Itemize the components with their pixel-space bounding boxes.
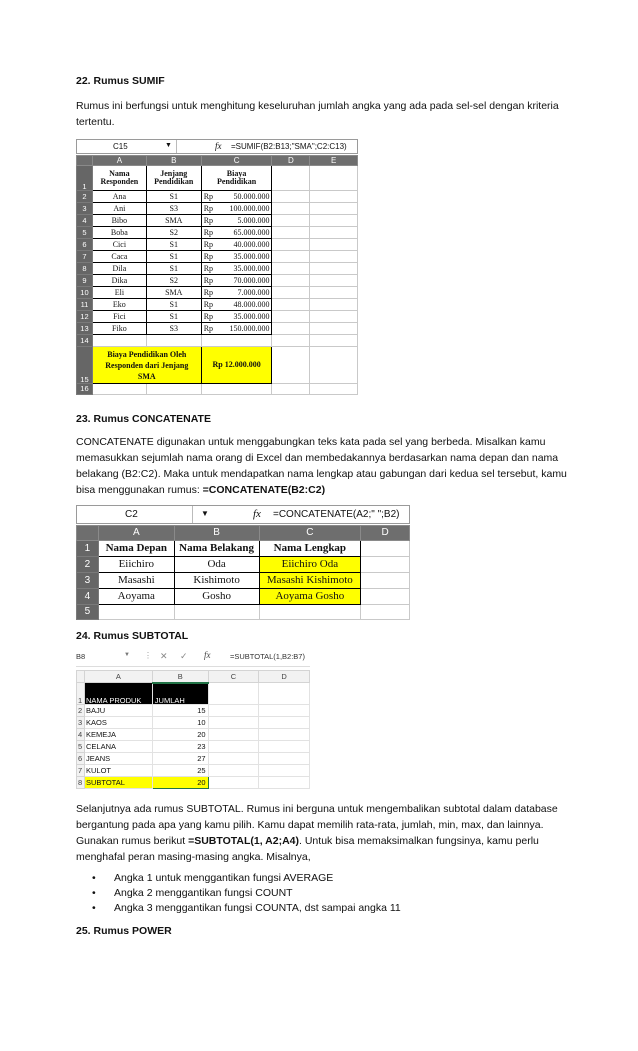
cell[interactable] [272,239,310,251]
header-cell[interactable]: Nama Belakang [174,541,259,557]
header-cell[interactable]: NAMA PRODUK [84,683,152,705]
cell[interactable] [272,335,310,347]
nama-cell[interactable]: Eli [92,287,146,299]
nama-belakang-cell[interactable]: Gosho [174,589,259,605]
biaya-cell[interactable]: Rp 5.000.000 [201,215,272,227]
column-header[interactable]: A [92,156,146,166]
row-header[interactable]: 1 [77,166,93,191]
column-header[interactable]: D [259,671,310,683]
table-row [77,717,310,729]
fx-icon[interactable]: fx [253,508,261,520]
cell[interactable] [208,765,259,777]
column-header[interactable]: C [208,671,259,683]
nama-cell[interactable]: Dika [92,275,146,287]
paragraph-subtotal [76,801,568,865]
cell[interactable] [272,287,310,299]
cell[interactable] [310,311,358,323]
cell[interactable] [272,166,310,191]
cell[interactable] [310,287,358,299]
subtotal-grid [76,670,310,789]
table-row [77,275,358,287]
jumlah-cell[interactable]: 15 [152,705,208,717]
nama-lengkap-cell[interactable]: Aoyama Gosho [259,589,361,605]
row-header[interactable]: 15 [77,347,93,384]
column-header[interactable]: A [98,526,174,541]
table-row [77,263,358,275]
formula-bar [76,139,358,154]
cell[interactable] [208,717,259,729]
cell[interactable] [208,741,259,753]
jenjang-cell[interactable]: S3 [146,203,201,215]
nama-cell[interactable]: Caca [92,251,146,263]
biaya-cell[interactable]: Rp 150.000.000 [201,323,272,335]
header-cell[interactable]: Nama Responden [92,166,146,191]
paragraph-sumif [76,98,568,130]
jumlah-cell[interactable]: 20 [152,729,208,741]
cell[interactable] [310,263,358,275]
nama-lengkap-cell[interactable]: Masashi Kishimoto [259,573,361,589]
column-header[interactable]: C [259,526,361,541]
cell[interactable] [272,323,310,335]
nama-cell[interactable]: Boba [92,227,146,239]
produk-cell[interactable]: JEANS [84,753,152,765]
formula-bar [76,505,410,524]
row-header[interactable]: 9 [77,275,93,287]
nama-belakang-cell[interactable]: Oda [174,557,259,573]
cell[interactable] [174,605,259,620]
produk-cell[interactable]: BAJU [84,705,152,717]
jenjang-cell[interactable]: S1 [146,191,201,203]
cell[interactable] [310,335,358,347]
cell[interactable] [259,717,310,729]
table-row [77,705,310,717]
row-header[interactable]: 10 [77,287,93,299]
cell[interactable] [272,384,310,395]
row-header[interactable]: 3 [77,573,99,589]
row-header[interactable]: 7 [77,251,93,263]
cell[interactable] [310,227,358,239]
produk-cell[interactable]: KEMEJA [84,729,152,741]
cell[interactable] [272,215,310,227]
table-row [77,573,410,589]
cell[interactable] [92,384,146,395]
formula-bar [76,650,310,667]
cell[interactable] [259,777,310,789]
table-row [77,311,358,323]
concatenate-grid [76,525,410,620]
cell[interactable] [201,384,272,395]
name-box[interactable]: B8 [76,652,86,661]
separator-dots-icon: ⋮ [144,651,152,660]
bullet-item: • Angka 3 menggantikan fungsi COUNTA, dst sampai angka 11 [92,901,401,916]
cell[interactable] [272,191,310,203]
formula-text[interactable]: =SUMIF(B2:B13;"SMA";C2:C13) [231,142,347,151]
cell[interactable] [272,263,310,275]
nama-cell[interactable]: Ana [92,191,146,203]
cell[interactable] [310,191,358,203]
cell[interactable] [310,215,358,227]
biaya-cell[interactable]: Rp 7.000.000 [201,287,272,299]
header-cell[interactable]: Jenjang Pendidikan [146,166,201,191]
jenjang-cell[interactable]: S1 [146,239,201,251]
column-header[interactable]: E [310,156,358,166]
cell[interactable] [208,705,259,717]
column-header[interactable]: B [174,526,259,541]
jenjang-cell[interactable]: S1 [146,263,201,275]
sumif-grid [76,155,358,395]
paragraph-line: belakang (B2:C2). Maka untuk mendapatkan nama lengkap atau gabungan dari kedua sel tersebut, kamu [76,468,567,480]
nama-depan-cell[interactable]: Eiichiro [98,557,174,573]
formula-text[interactable]: =CONCATENATE(A2;" ";B2) [273,509,400,520]
table-row [77,589,410,605]
heading-power: 25. Rumus POWER [76,925,172,937]
paragraph-line: Gunakan rumus berikut =SUBTOTAL(1, A2;A4). Untuk bisa memaksimalkan fungsinya, kamu perlu [76,835,539,847]
corner-cell[interactable] [77,156,93,166]
cell[interactable] [259,729,310,741]
cell[interactable] [146,335,201,347]
header-cell[interactable]: JUMLAH [152,683,208,705]
paragraph-line: CONCATENATE digunakan untuk menggabungkan teks kata pada sel yang berbeda. Misalkan kamu [76,436,546,448]
biaya-cell[interactable]: Rp 48.000.000 [201,299,272,311]
subtotal-value-cell[interactable]: 20 [152,777,208,789]
table-row [77,215,358,227]
cell[interactable] [310,239,358,251]
summary-label-cell[interactable]: Biaya Pendidikan Oleh Responden dari Jenjang SMA [92,347,201,384]
cell[interactable] [361,573,410,589]
table-row [77,251,358,263]
biaya-cell[interactable]: Rp 65.000.000 [201,227,272,239]
paragraph-line: menghafal peran masing-masing angka. Misalnya, [76,851,311,863]
row-header[interactable]: 6 [77,239,93,251]
table-row [77,765,310,777]
row-header[interactable]: 1 [77,541,99,557]
nama-cell[interactable]: Ani [92,203,146,215]
row-header[interactable]: 2 [77,705,85,717]
column-header[interactable]: D [361,526,410,541]
jenjang-cell[interactable]: S1 [146,251,201,263]
sumif-spreadsheet [76,139,358,403]
jumlah-cell[interactable]: 25 [152,765,208,777]
cell[interactable] [201,335,272,347]
biaya-cell[interactable]: Rp 100.000.000 [201,203,272,215]
table-row [77,323,358,335]
cell[interactable] [310,275,358,287]
header-cell[interactable]: Nama Lengkap [259,541,361,557]
fx-icon[interactable]: fx [204,650,211,660]
nama-lengkap-cell[interactable]: Eiichiro Oda [259,557,361,573]
table-row [77,753,310,765]
cell[interactable] [259,765,310,777]
row-header[interactable]: 12 [77,311,93,323]
nama-cell[interactable]: Eko [92,299,146,311]
biaya-cell[interactable]: Rp 35.000.000 [201,311,272,323]
biaya-cell[interactable]: Rp 70.000.000 [201,275,272,287]
cell[interactable] [310,203,358,215]
name-box[interactable]: C15 [77,140,177,153]
dropdown-arrow-icon[interactable]: ▼ [201,509,209,518]
table-row [77,227,358,239]
jenjang-cell[interactable]: S1 [146,299,201,311]
dropdown-arrow-icon[interactable]: ▼ [124,652,130,658]
cell[interactable] [208,777,259,789]
nama-cell[interactable]: Bibo [92,215,146,227]
cell[interactable] [272,227,310,239]
row-header[interactable]: 3 [77,203,93,215]
row-header[interactable]: 4 [77,589,99,605]
paragraph-line: bisa menggunakan rumus: =CONCATENATE(B2:C2) [76,484,326,496]
row-header[interactable]: 6 [77,753,85,765]
cell[interactable] [361,589,410,605]
heading-subtotal: 24. Rumus SUBTOTAL [76,630,189,642]
cell[interactable] [272,203,310,215]
cell[interactable] [98,605,174,620]
produk-cell[interactable]: KULOT [84,765,152,777]
paragraph-line: bergantung pada apa yang kamu pilih. Kamu dapat memilih rata-rata, jumlah, min, max, dan lainnya. [76,819,544,831]
cell[interactable] [361,605,410,620]
table-row [77,191,358,203]
row-header[interactable]: 5 [77,741,85,753]
table-row [77,729,310,741]
biaya-cell[interactable]: Rp 35.000.000 [201,251,272,263]
cell[interactable] [272,275,310,287]
header-cell[interactable]: Biaya Pendidikan [201,166,272,191]
row-header[interactable]: 5 [77,605,99,620]
jenjang-cell[interactable]: S1 [146,311,201,323]
table-row [77,203,358,215]
jenjang-cell[interactable]: SMA [146,287,201,299]
nama-cell[interactable]: Fici [92,311,146,323]
row-header[interactable]: 2 [77,191,93,203]
bullet-item: • Angka 2 menggantikan fungsi COUNT [92,886,401,901]
table-row [77,299,358,311]
table-row [77,741,310,753]
table-row [77,287,358,299]
cell[interactable] [310,251,358,263]
table-row [77,557,410,573]
row-header[interactable]: 8 [77,777,85,789]
nama-cell[interactable]: Cici [92,239,146,251]
jumlah-cell[interactable]: 10 [152,717,208,729]
jenjang-cell[interactable]: S3 [146,323,201,335]
row-header[interactable]: 14 [77,335,93,347]
heading-concatenate: 23. Rumus CONCATENATE [76,413,211,425]
formula-text[interactable]: =SUBTOTAL(1,B2:B7) [230,652,305,661]
nama-cell[interactable]: Dila [92,263,146,275]
row-header[interactable]: 8 [77,263,93,275]
biaya-cell[interactable]: Rp 35.000.000 [201,263,272,275]
cell[interactable] [310,347,358,384]
cell[interactable] [310,166,358,191]
paragraph-line: tertentu. [76,116,115,128]
nama-depan-cell[interactable]: Aoyama [98,589,174,605]
paragraph-line: Rumus ini berfungsi untuk menghitung keseluruhan jumlah angka yang ada pada sel-sel dengan kriteria [76,100,559,112]
header-cell[interactable]: Nama Depan [98,541,174,557]
cell[interactable] [259,683,310,705]
cell[interactable] [272,311,310,323]
cell[interactable] [310,323,358,335]
jumlah-cell[interactable]: 27 [152,753,208,765]
cell[interactable] [310,299,358,311]
produk-cell[interactable]: CELANA [84,741,152,753]
bullet-item: • Angka 1 untuk menggantikan fungsi AVERAGE [92,871,401,886]
biaya-cell[interactable]: Rp 40.000.000 [201,239,272,251]
name-box[interactable]: C2 [77,506,193,523]
jumlah-cell[interactable]: 23 [152,741,208,753]
column-header[interactable]: D [272,156,310,166]
table-row [77,239,358,251]
nama-cell[interactable]: Fiko [92,323,146,335]
column-header[interactable]: A [84,671,152,683]
column-header[interactable]: B [146,156,201,166]
row-header[interactable]: 5 [77,227,93,239]
cell[interactable] [146,384,201,395]
column-header[interactable]: C [201,156,272,166]
nama-belakang-cell[interactable]: Kishimoto [174,573,259,589]
cell[interactable] [259,753,310,765]
row-header[interactable]: 7 [77,765,85,777]
row-header[interactable]: 13 [77,323,93,335]
cell[interactable] [272,299,310,311]
jenjang-cell[interactable]: S2 [146,227,201,239]
jenjang-cell[interactable]: S2 [146,275,201,287]
row-header[interactable]: 3 [77,717,85,729]
row-header[interactable]: 4 [77,729,85,741]
biaya-cell[interactable]: Rp 50.000.000 [201,191,272,203]
paragraph-concatenate [76,434,568,498]
confirm-check-icon[interactable]: ✓ [180,651,188,661]
corner-cell[interactable] [77,671,85,683]
dropdown-arrow-icon[interactable]: ▼ [165,141,172,149]
cell[interactable] [361,557,410,573]
summary-value-cell[interactable]: Rp 12.000.000 [201,347,272,384]
bullet-list [92,871,401,916]
cell[interactable] [259,605,361,620]
cell[interactable] [272,251,310,263]
cell[interactable] [310,384,358,395]
row-header[interactable]: 11 [77,299,93,311]
row-header[interactable]: 4 [77,215,93,227]
fx-icon[interactable]: fx [215,141,222,151]
concatenate-spreadsheet [76,505,410,619]
corner-cell[interactable] [77,526,99,541]
cell[interactable] [272,347,310,384]
row-header[interactable]: 2 [77,557,99,573]
cell[interactable] [92,335,146,347]
cell[interactable] [208,753,259,765]
cell[interactable] [259,705,310,717]
cell[interactable] [259,741,310,753]
subtotal-label-cell[interactable]: SUBTOTAL [84,777,152,789]
row-header[interactable]: 16 [77,384,93,395]
column-header[interactable]: B [152,671,208,683]
cell[interactable] [208,683,259,705]
nama-depan-cell[interactable]: Masashi [98,573,174,589]
jenjang-cell[interactable]: SMA [146,215,201,227]
row-header[interactable]: 1 [77,683,85,705]
subtotal-spreadsheet [76,650,310,793]
cell[interactable] [208,729,259,741]
produk-cell[interactable]: KAOS [84,717,152,729]
cancel-icon[interactable]: ✕ [160,651,168,661]
heading-sumif: 22. Rumus SUMIF [76,75,165,87]
paragraph-line: memasukkan sejumlah nama orang di Excel dan membedakannya berdasarkan nama depan dan nama [76,452,559,464]
paragraph-line: Selanjutnya ada rumus SUBTOTAL. Rumus ini berguna untuk mengembalikan subtotal dalam database [76,803,558,815]
cell[interactable] [361,541,410,557]
